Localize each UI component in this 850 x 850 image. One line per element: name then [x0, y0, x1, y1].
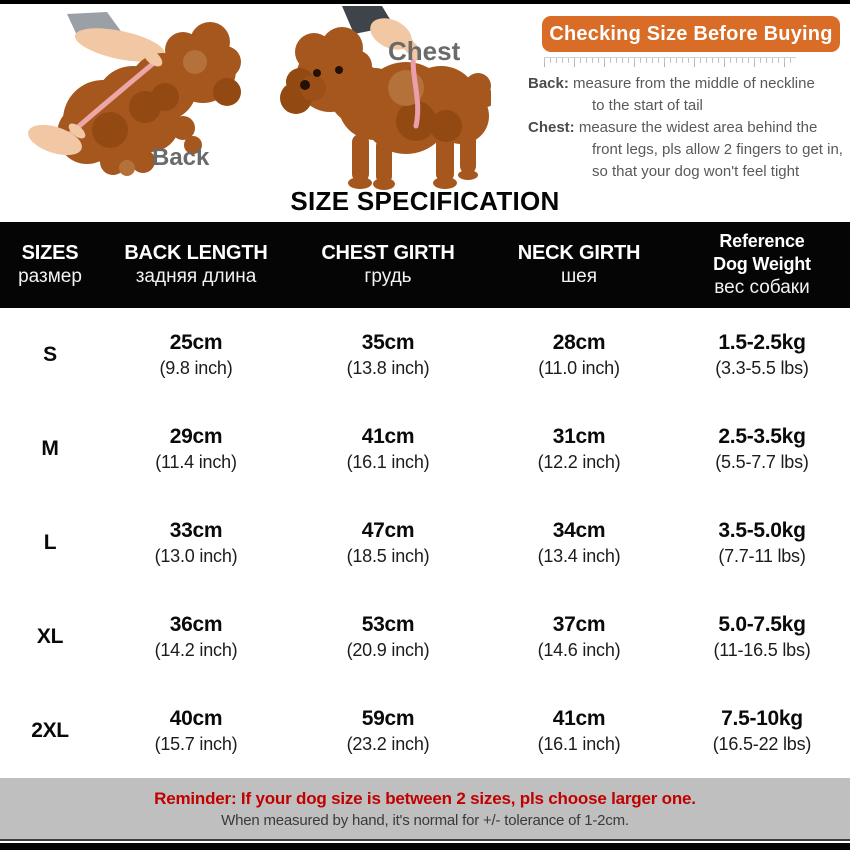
back-measurement-photo	[15, 12, 260, 180]
size-table-body	[0, 308, 850, 778]
chest-instruction-line-2: front legs, pls allow 2 fingers to get in,	[592, 141, 843, 158]
weight-cell: 3.5-5.0kg (7.7-11 lbs)	[718, 518, 806, 566]
header-chest-girth	[292, 222, 484, 308]
header-sizes	[0, 222, 100, 308]
chest-instruction-text: measure the widest area behind the	[578, 119, 818, 136]
reminder-footer	[0, 778, 850, 841]
chest-term: Chest:	[528, 119, 575, 136]
reminder-text: Reminder: If your dog size is between 2 sizes, pls choose larger one.	[154, 788, 696, 808]
back-length-cell: 25cm (9.8 inch)	[159, 330, 233, 378]
back-instruction-text: measure from the middle of neckline	[573, 75, 815, 92]
neck-girth-cell: 31cm (12.2 inch)	[537, 424, 621, 472]
measuring-guide-section	[0, 4, 850, 186]
neck-girth-cell: 28cm (11.0 inch)	[538, 330, 620, 378]
weight-cell: 2.5-3.5kg (5.5-7.7 lbs)	[715, 424, 809, 472]
size-label: 2XL	[31, 719, 69, 742]
back-term: Back:	[528, 75, 569, 92]
chest-instruction-line-1	[528, 117, 848, 139]
chest-girth-cell: 53cm (20.9 inch)	[346, 612, 430, 660]
back-length-cell: 29cm (11.4 inch)	[155, 424, 237, 472]
bottom-border-bar	[0, 843, 850, 850]
neck-girth-cell: 41cm (16.1 inch)	[537, 706, 621, 754]
back-length-cell: 40cm (15.7 inch)	[154, 706, 238, 754]
table-row-l	[0, 496, 850, 590]
size-label: M	[41, 437, 59, 460]
chest-girth-cell: 59cm (23.2 inch)	[346, 706, 430, 754]
neck-girth-cell: 37cm (14.6 inch)	[537, 612, 621, 660]
neck-girth-cell: 34cm (13.4 inch)	[537, 518, 621, 566]
table-row-m	[0, 402, 850, 496]
table-row-2xl	[0, 684, 850, 778]
chest-girth-cell: 47cm (18.5 inch)	[346, 518, 430, 566]
header-neck-girth-ru: шея	[560, 265, 598, 287]
header-neck-girth-en: NECK GIRTH	[517, 241, 641, 264]
header-back-length-en: BACK LENGTH	[124, 241, 268, 264]
measuring-instructions	[528, 73, 848, 183]
chest-girth-cell: 35cm (13.8 inch)	[346, 330, 430, 378]
size-label: S	[43, 343, 57, 366]
tolerance-text: When measured by hand, it's normal for +/- tolerance of 1-2cm.	[221, 811, 629, 829]
measuring-tape-ruler-icon	[544, 57, 796, 67]
weight-cell: 1.5-2.5kg (3.3-5.5 lbs)	[715, 330, 809, 378]
table-row-s	[0, 308, 850, 402]
header-chest-girth-en: CHEST GIRTH	[321, 241, 455, 264]
chest-photo-label: Chest	[388, 36, 461, 66]
header-dog-weight-en: Reference Dog Weight	[713, 231, 811, 274]
measuring-instructions-panel	[528, 16, 848, 183]
header-neck-girth	[484, 222, 674, 308]
weight-cell: 5.0-7.5kg (11-16.5 lbs)	[713, 612, 811, 660]
table-header	[0, 222, 850, 308]
header-dog-weight	[674, 222, 850, 308]
size-label: L	[43, 531, 57, 554]
back-photo-label: Back	[152, 144, 210, 171]
chest-instruction-line-3: so that your dog won't feel tight	[592, 163, 800, 180]
chest-measurement-photo	[256, 6, 491, 190]
header-sizes-en: SIZES	[21, 241, 79, 264]
page-title: SIZE SPECIFICATION	[290, 186, 560, 216]
header-back-length	[100, 222, 292, 308]
header-chest-girth-ru: грудь	[364, 265, 412, 287]
back-instruction-line-2: to the start of tail	[592, 97, 703, 114]
header-dog-weight-ru: вес собаки	[714, 277, 810, 298]
back-length-cell: 36cm (14.2 inch)	[154, 612, 238, 660]
header-sizes-ru: размер	[18, 265, 82, 287]
back-instruction-line-1	[528, 73, 848, 95]
chest-girth-cell: 41cm (16.1 inch)	[346, 424, 430, 472]
weight-cell: 7.5-10kg (16.5-22 lbs)	[712, 706, 812, 754]
table-row-xl	[0, 590, 850, 684]
header-back-length-ru: задняя длина	[135, 265, 257, 287]
size-label: XL	[36, 625, 64, 648]
back-length-cell: 33cm (13.0 inch)	[154, 518, 238, 566]
checking-size-banner: Checking Size Before Buying	[542, 16, 840, 52]
